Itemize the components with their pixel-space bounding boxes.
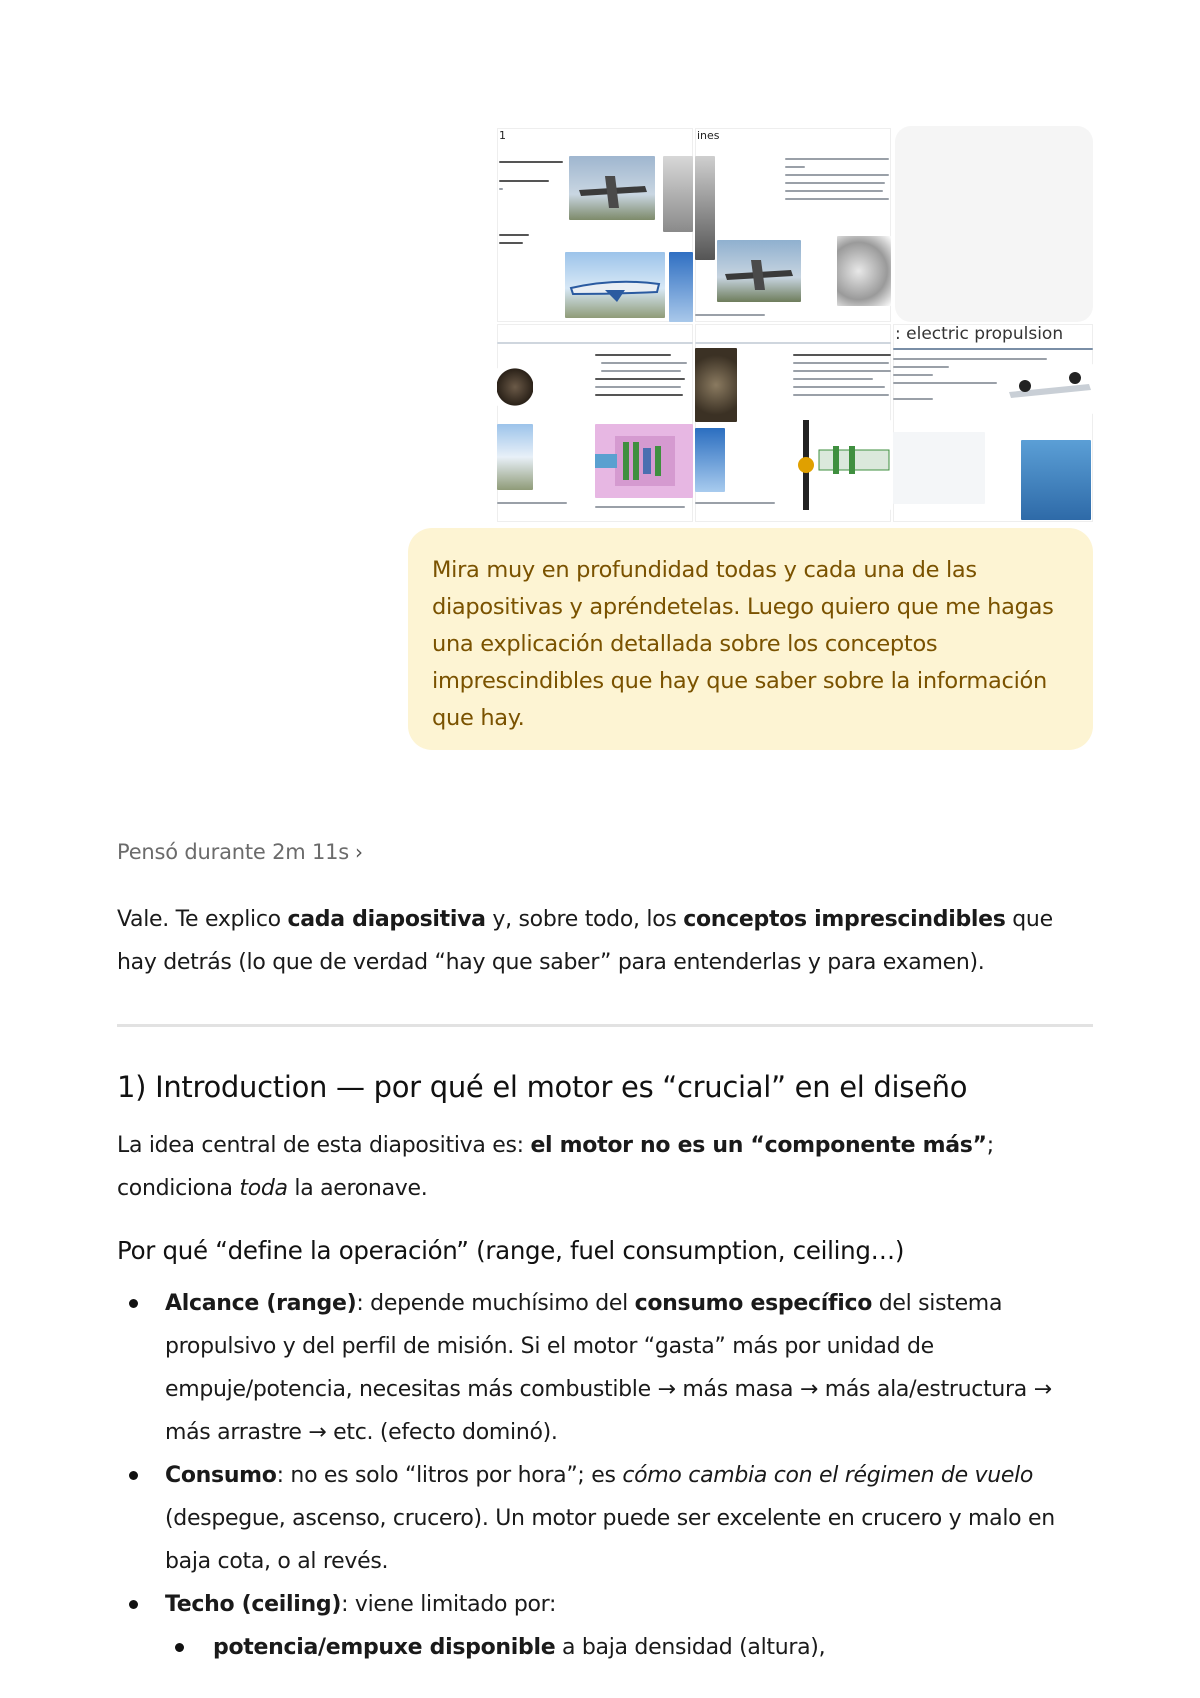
user-message-text: Mira muy en profundidad todas y cada una de las diapositivas y apréndetelas. Luego quiero que me hagas una explicación detallada sobre los conceptos imprescindibles que hay que saber sobre la información que hay. xyxy=(432,557,1054,731)
item-text: : no es solo “litros por hora”; es xyxy=(276,1463,623,1488)
aircraft-photo xyxy=(569,156,655,220)
slide-title: ines xyxy=(697,129,720,142)
propeller-diagram xyxy=(793,420,891,510)
slide-thumbnail-2[interactable] xyxy=(695,128,891,322)
piston-engine-photo xyxy=(837,236,891,306)
item-text: : depende muchísimo del xyxy=(356,1291,635,1316)
item-text: (despegue, ascenso, crucero). Un motor puede ser excelente en crucero y malo en baja cota, o al revés. xyxy=(165,1506,1055,1574)
subsection-heading: Por qué “define la operación” (range, fuel consumption, ceiling…) xyxy=(117,1236,905,1265)
paragraph-text: la aeronave. xyxy=(287,1176,428,1201)
slide-thumbnail-3[interactable] xyxy=(497,324,693,522)
intro-text: y, sobre todo, los xyxy=(485,907,684,932)
item-bold: Consumo xyxy=(165,1463,277,1488)
item-text: del sistema propulsivo y del perfil de misión. Si el motor “gasta” más por unidad de empuje/potencia, necesitas más combustible → más masa → más ala/estructura → más arrastre → etc. (efecto dominó). xyxy=(165,1291,1052,1445)
item-text: : viene limitado por: xyxy=(341,1592,557,1617)
section-paragraph xyxy=(117,1124,1093,1210)
intro-bold: conceptos imprescindibles xyxy=(683,907,1006,932)
intro-text: que hay detrás (lo que de verdad “hay que saber” para entenderlas y para examen). xyxy=(117,907,1053,975)
slide-thumbnail-5[interactable] xyxy=(893,324,1093,522)
section-divider xyxy=(117,1024,1093,1027)
slide-title: 1 xyxy=(499,129,506,142)
bullet-list xyxy=(117,1282,1093,1669)
intro-text: Vale. Te explico xyxy=(117,907,288,932)
slide-thumbnail-4[interactable] xyxy=(695,324,891,522)
item-italic: cómo cambia con el régimen de vuelo xyxy=(622,1463,1034,1488)
intro-bold: cada diapositiva xyxy=(287,907,486,932)
thought-toggle[interactable] xyxy=(117,840,363,864)
item-bold: Techo (ceiling) xyxy=(165,1592,342,1617)
turbofan-diagram xyxy=(595,424,693,498)
item-text: a baja densidad (altura), xyxy=(555,1635,826,1660)
list-item xyxy=(117,1282,1093,1454)
electric-aircraft-render xyxy=(1005,364,1093,414)
slide-thumbnail-1[interactable] xyxy=(497,128,693,322)
chevron-right-icon: › xyxy=(355,840,363,864)
paragraph-text: ; condiciona xyxy=(117,1133,994,1201)
thought-label: Pensó durante 2m 11s xyxy=(117,840,350,864)
airliner-photo xyxy=(565,252,665,318)
list-item xyxy=(117,1454,1093,1583)
section-heading: 1) Introduction — por qué el motor es “crucial” en el diseño xyxy=(117,1070,968,1104)
user-message-bubble xyxy=(408,528,1093,750)
paragraph-bold: el motor no es un “componente más” xyxy=(530,1133,987,1158)
assistant-intro-paragraph xyxy=(117,898,1077,984)
paragraph-italic: toda xyxy=(239,1176,288,1201)
aircraft-photo xyxy=(717,240,801,302)
list-item xyxy=(165,1626,1093,1669)
item-bold: consumo específico xyxy=(634,1291,873,1316)
list-item xyxy=(117,1583,1093,1669)
attachment-more-tile[interactable] xyxy=(895,126,1093,322)
slide-title: : electric propulsion xyxy=(895,324,1064,344)
item-bold: Alcance (range) xyxy=(165,1291,357,1316)
paragraph-text: La idea central de esta diapositiva es: xyxy=(117,1133,531,1158)
sub-bullet-list xyxy=(165,1626,1093,1669)
item-bold: potencia/empuxe disponible xyxy=(213,1635,556,1660)
